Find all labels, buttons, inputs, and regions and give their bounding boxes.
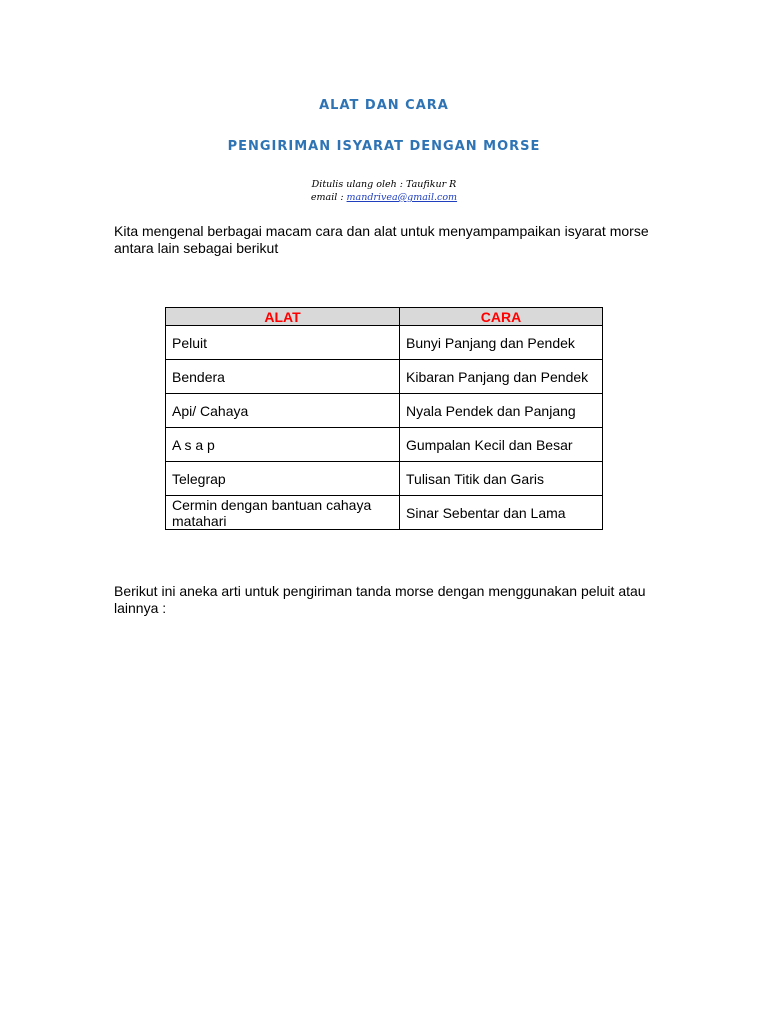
email-label: email : (310, 192, 347, 203)
email-link[interactable]: mandrivea@gmail.com (346, 192, 458, 203)
intro-paragraph: Kita mengenal berbagai macam cara dan alat untuk menyampampaikan isyarat morse antara lain sebagai berikut (114, 223, 649, 256)
table-row (166, 462, 603, 496)
table-row (166, 360, 603, 394)
document-title: ALAT DAN CARA (319, 98, 449, 113)
table-header-row (166, 308, 603, 326)
tool-cell: Cermin dengan bantuan cahaya matahari (166, 496, 400, 530)
table-row (166, 428, 603, 462)
author-credit: Ditulis ulang oleh : Taufikur R (311, 179, 457, 190)
tools-table (165, 307, 603, 530)
header-method: CARA (400, 308, 603, 326)
tool-cell: Api/ Cahaya (166, 394, 400, 428)
table-row (166, 326, 603, 360)
table-row (166, 496, 603, 530)
tool-cell: A s a p (166, 428, 400, 462)
outro-paragraph: Berikut ini aneka arti untuk pengiriman tanda morse dengan menggunakan peluit atau lainnya : (114, 583, 646, 616)
method-cell: Tulisan Titik dan Garis (400, 462, 603, 496)
tool-cell: Telegrap (166, 462, 400, 496)
tool-cell: Bendera (166, 360, 400, 394)
method-cell: Gumpalan Kecil dan Besar (400, 428, 603, 462)
method-cell: Nyala Pendek dan Panjang (400, 394, 603, 428)
method-cell: Kibaran Panjang dan Pendek (400, 360, 603, 394)
tool-cell: Peluit (166, 326, 400, 360)
document-subtitle: PENGIRIMAN ISYARAT DENGAN MORSE (227, 139, 541, 154)
header-tool: ALAT (166, 308, 400, 326)
method-cell: Sinar Sebentar dan Lama (400, 496, 603, 530)
email-credit (0, 191, 768, 204)
table-row (166, 394, 603, 428)
method-cell: Bunyi Panjang dan Pendek (400, 326, 603, 360)
